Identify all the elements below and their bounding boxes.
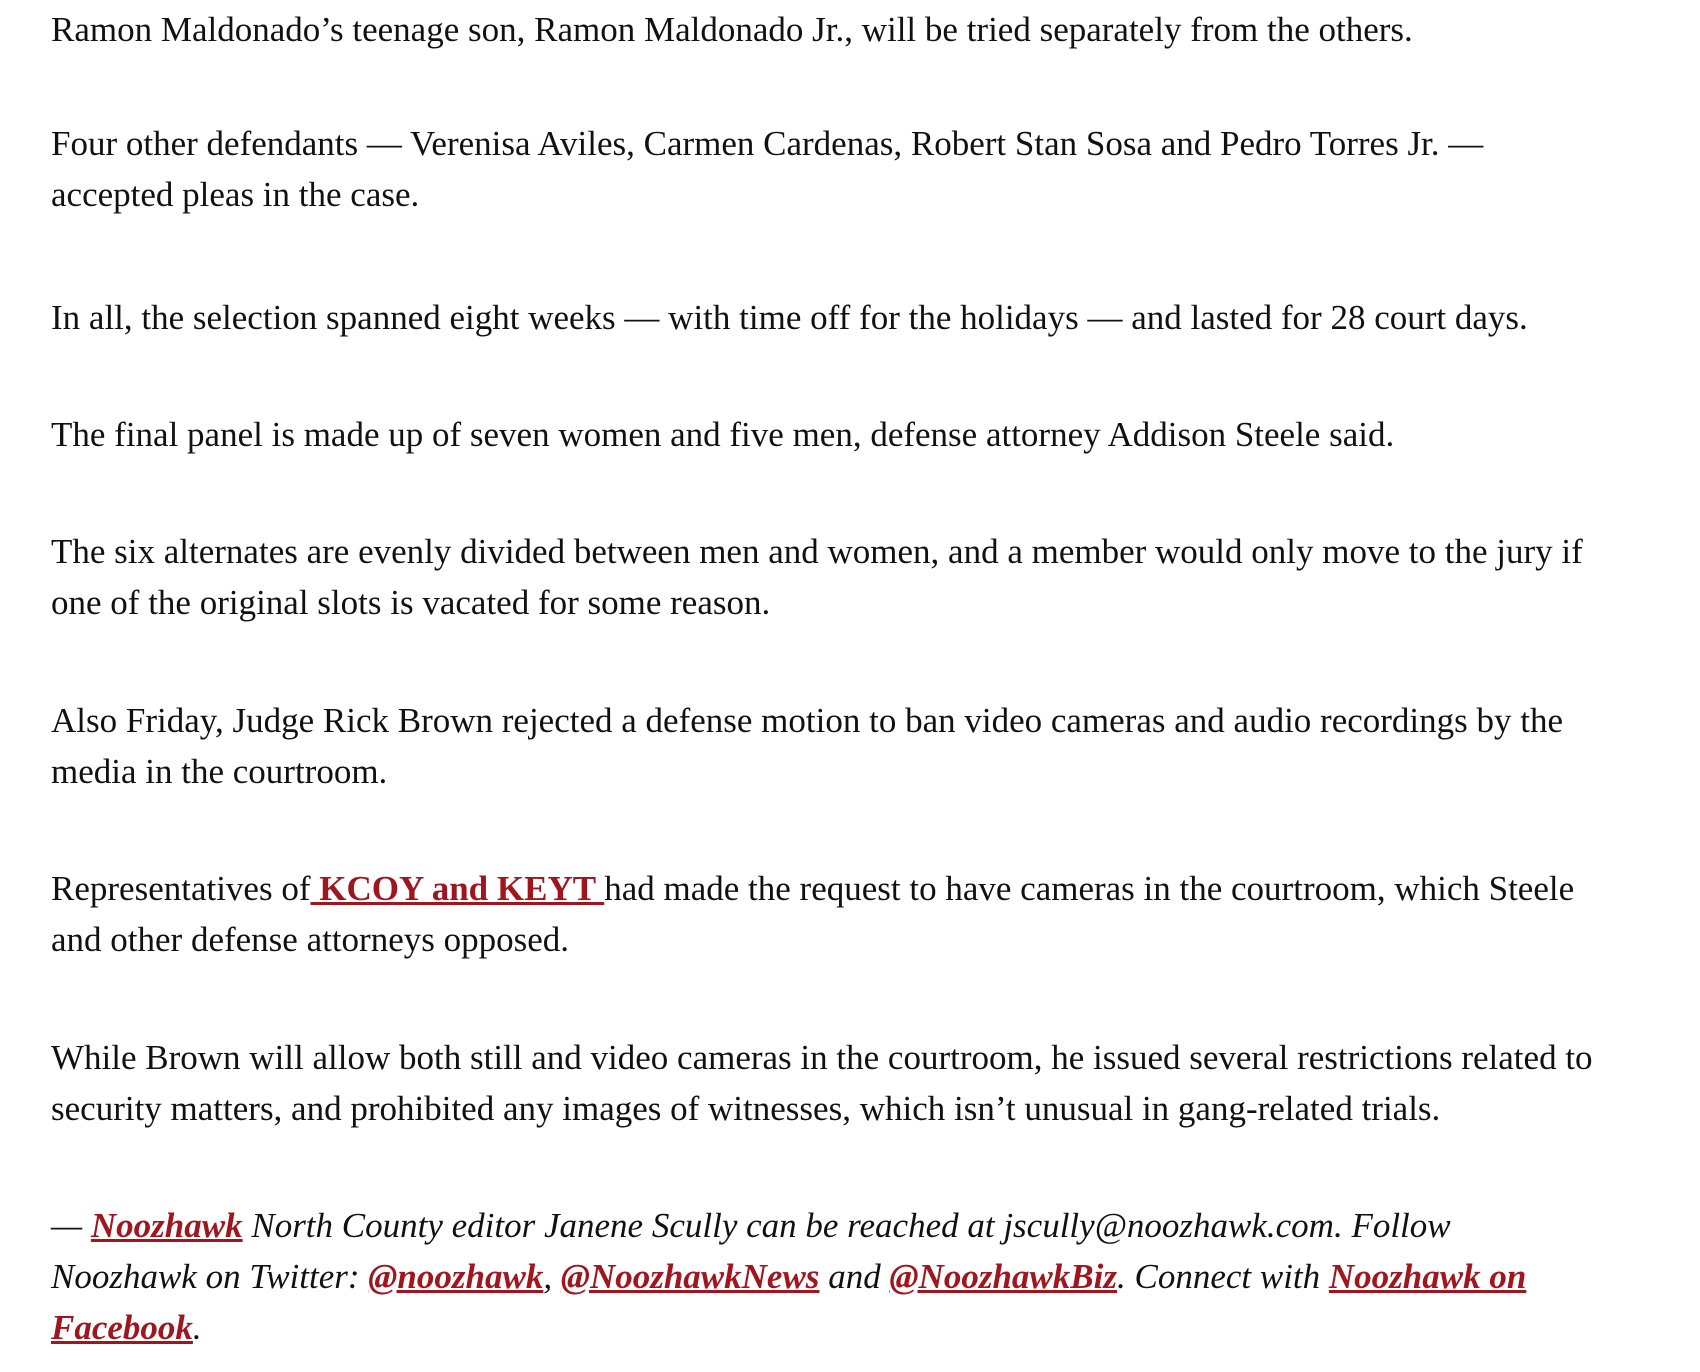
paragraph-6-line-1: Also Friday, Judge Rick Brown rejected a defense motion to ban video cameras and audio recordings by the (51, 701, 1564, 740)
paragraph-2 (51, 118, 1483, 220)
footer-period: . (192, 1308, 202, 1347)
twitter-noozhawkbiz-link[interactable]: @NoozhawkBiz (889, 1257, 1117, 1296)
footer-line-1 (51, 1200, 1526, 1251)
author-footer (51, 1200, 1526, 1353)
paragraph-7-text-before: Representatives of (51, 869, 311, 908)
footer-dash: — (51, 1206, 91, 1245)
paragraph-5-line-1: The six alternates are evenly divided between men and women, and a member would only move to the jury if (51, 532, 1583, 571)
footer-text-3: . Connect with (1116, 1257, 1329, 1296)
facebook-link-part-2[interactable]: Facebook (51, 1308, 193, 1347)
footer-line-2 (51, 1251, 1526, 1302)
paragraph-1-line-1: Ramon Maldonado’s teenage son, Ramon Maldonado Jr., will be tried separately from the others. (51, 10, 1413, 49)
paragraph-1 (51, 4, 1413, 55)
paragraph-3 (51, 292, 1528, 343)
footer-sep-2: and (819, 1257, 890, 1296)
paragraph-7-text-after: had made the request to have cameras in the courtroom, which Steele (604, 869, 1575, 908)
paragraph-7-line-1 (51, 863, 1574, 914)
paragraph-7-line-2: and other defense attorneys opposed. (51, 920, 570, 959)
paragraph-7 (51, 863, 1574, 965)
paragraph-8 (51, 1032, 1593, 1134)
paragraph-8-line-1: While Brown will allow both still and video cameras in the courtroom, he issued several restrictions related to (51, 1038, 1593, 1077)
twitter-noozhawk-link[interactable]: @noozhawk (368, 1257, 544, 1296)
paragraph-2-line-2: accepted pleas in the case. (51, 175, 420, 214)
paragraph-2-line-1: Four other defendants — Verenisa Aviles, Carmen Cardenas, Robert Stan Sosa and Pedro Torres Jr. — (51, 124, 1484, 163)
paragraph-3-line-1: In all, the selection spanned eight weeks — with time off for the holidays — and lasted for 28 court days. (51, 298, 1528, 337)
noozhawk-link[interactable]: Noozhawk (90, 1206, 243, 1245)
paragraph-6-line-2: media in the courtroom. (51, 752, 388, 791)
paragraph-5-line-2: one of the original slots is vacated for some reason. (51, 583, 771, 622)
paragraph-8-line-2: security matters, and prohibited any images of witnesses, which isn’t unusual in gang-related trials. (51, 1089, 1441, 1128)
paragraph-6 (51, 695, 1563, 797)
footer-text-2: Noozhawk on Twitter: (51, 1257, 369, 1296)
kcoy-keyt-link[interactable]: KCOY and KEYT (310, 869, 605, 908)
paragraph-5 (51, 526, 1583, 628)
paragraph-4-line-1: The final panel is made up of seven women and five men, defense attorney Addison Steele said. (51, 415, 1395, 454)
twitter-noozhawknews-link[interactable]: @NoozhawkNews (560, 1257, 820, 1296)
facebook-link-part-1[interactable]: Noozhawk on (1328, 1257, 1527, 1296)
footer-text-1: North County editor Janene Scully can be reached at jscully@noozhawk.com. Follow (242, 1206, 1451, 1245)
footer-line-3 (51, 1302, 1526, 1353)
footer-sep-1: , (543, 1257, 561, 1296)
paragraph-4 (51, 409, 1394, 460)
